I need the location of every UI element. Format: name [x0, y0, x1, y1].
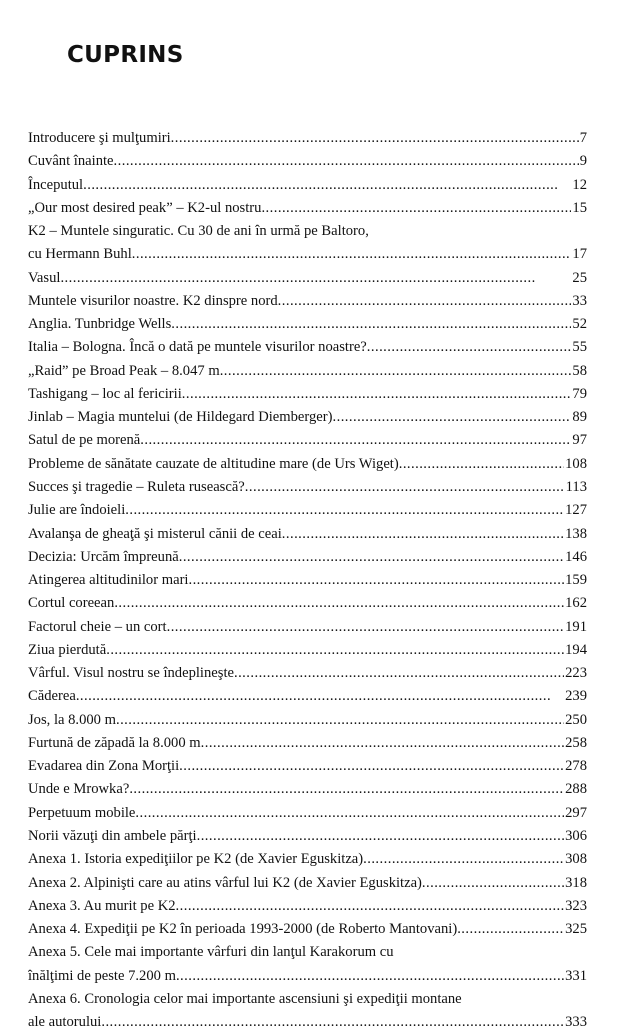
toc-page-number: 258: [565, 734, 587, 751]
toc-entry-title: Vasul: [28, 269, 61, 286]
toc-page-number: 9: [579, 153, 587, 170]
dot-leader: [135, 802, 564, 825]
toc-page-number: 138: [565, 525, 587, 542]
dot-leader: [101, 1011, 564, 1034]
dot-leader: [83, 174, 571, 197]
toc-entry-title: Avalanşa de gheaţă şi misterul cănii de ceai: [28, 525, 282, 542]
toc-entry: [28, 848, 587, 871]
dot-leader: [125, 499, 564, 522]
toc-entry: [28, 872, 587, 895]
toc-entry: [28, 174, 587, 197]
toc-entry: [28, 639, 587, 662]
toc-entry-title-line: Anexa 5. Cele mai importante vârfuri din lanţul Karakorum cu: [28, 944, 394, 961]
toc-page-number: 162: [565, 595, 587, 612]
dot-leader: [363, 848, 564, 871]
toc-entry: [28, 778, 587, 801]
toc-entry: [28, 197, 587, 220]
dot-leader: [245, 476, 565, 499]
dot-leader: [367, 336, 572, 359]
toc-entry-title: Căderea: [28, 688, 76, 705]
dot-leader: [457, 918, 564, 941]
toc-entry-title: Evadarea din Zona Morţii: [28, 758, 180, 775]
dot-leader: [140, 429, 571, 452]
toc-entry-title: Jinlab – Magia muntelui (de Hildegard Diemberger): [28, 409, 333, 426]
page-title: CUPRINS: [67, 42, 184, 68]
toc-entry-title: Julie are îndoieli: [28, 502, 126, 519]
toc-entry-title: Norii văzuţi din ambele părţi: [28, 827, 197, 844]
dot-leader: [76, 685, 564, 708]
toc-page-number: 308: [565, 851, 587, 868]
toc-entry-title: Vârful. Visul nostru se îndeplineşte: [28, 665, 234, 682]
toc-entry: [28, 546, 587, 569]
toc-page-number: 333: [565, 1014, 587, 1031]
toc-entry: [28, 732, 587, 755]
toc-entry: [28, 685, 587, 708]
toc-page-number: 194: [565, 641, 587, 658]
toc-page-number: 146: [565, 548, 587, 565]
toc-entry-title: Ziua pierdută: [28, 641, 107, 658]
toc-entry-title: Probleme de sănătate cauzate de altitudine mare (de Urs Wiget): [28, 455, 399, 472]
toc-entry: [28, 523, 587, 546]
toc-entry: [28, 918, 587, 941]
dot-leader: [171, 127, 579, 150]
toc-entry: [28, 476, 587, 499]
toc-entry: [28, 895, 587, 918]
table-of-contents: [28, 127, 587, 1034]
toc-entry-title: Satul de pe morenă: [28, 432, 141, 449]
toc-page-number: 79: [572, 385, 587, 402]
dot-leader: [182, 383, 572, 406]
toc-page-number: 239: [565, 688, 587, 705]
toc-entry: [28, 988, 587, 1034]
dot-leader: [197, 825, 565, 848]
toc-entry-title: Anexa 4. Expediţii pe K2 în perioada 1993-2000 (de Roberto Mantovani): [28, 921, 458, 938]
toc-entry-title: Anexa 1. Istoria expediţiilor pe K2 (de Xavier Eguskitza): [28, 851, 364, 868]
dot-leader: [129, 778, 564, 801]
toc-page-number: 113: [565, 478, 587, 495]
toc-entry-title: „Our most desired peak” – K2-ul nostru: [28, 199, 262, 216]
toc-entry: [28, 429, 587, 452]
toc-entry-title: Jos, la 8.000 m: [28, 711, 116, 728]
toc-entry: [28, 941, 587, 988]
dot-leader: [278, 290, 572, 313]
dot-leader: [132, 243, 572, 266]
dot-leader: [399, 453, 564, 476]
toc-entry-title: ale autorului: [28, 1014, 102, 1031]
toc-entry-title: Cortul coreean: [28, 595, 115, 612]
toc-page-number: 7: [579, 130, 587, 146]
toc-entry-title: Tashigang – loc al fericirii: [28, 385, 182, 402]
toc-page-number: 17: [572, 246, 587, 263]
toc-page-number: 12: [572, 176, 587, 193]
dot-leader: [176, 895, 565, 918]
dot-leader: [220, 360, 572, 383]
toc-entry-title-line: K2 – Muntele singuratic. Cu 30 de ani în urmă pe Baltoro,: [28, 223, 369, 240]
toc-page-number: 25: [572, 269, 587, 286]
toc-page-number: 55: [572, 339, 587, 356]
toc-entry: [28, 267, 587, 290]
toc-entry: [28, 150, 587, 173]
toc-entry-title: Factorul cheie – un cort: [28, 618, 167, 635]
toc-entry-title: Începutul: [28, 176, 84, 193]
toc-entry-title-line: Anexa 6. Cronologia celor mai importante ascensiuni şi expediţii montane: [28, 990, 462, 1007]
toc-page-number: 325: [565, 921, 587, 938]
toc-entry-title: Decizia: Urcăm împreună: [28, 548, 179, 565]
dot-leader: [261, 197, 571, 220]
toc-page-number: 278: [565, 758, 587, 775]
dot-leader: [333, 406, 572, 429]
toc-entry: [28, 383, 587, 406]
toc-page-number: 15: [572, 199, 587, 216]
toc-entry-title: Perpetuum mobile: [28, 804, 136, 821]
toc-page-number: 288: [565, 781, 587, 798]
toc-page-number: 58: [572, 362, 587, 379]
toc-entry-title: Unde e Mrowka?: [28, 781, 130, 798]
toc-entry: [28, 406, 587, 429]
dot-leader: [179, 546, 564, 569]
toc-page-number: 250: [565, 711, 587, 728]
dot-leader: [282, 523, 564, 546]
toc-entry: [28, 616, 587, 639]
toc-entry: [28, 220, 587, 267]
toc-entry-title: Muntele visurilor noastre. K2 dinspre nord: [28, 292, 278, 309]
toc-entry: [28, 592, 587, 615]
dot-leader: [114, 592, 564, 615]
toc-page-number: 159: [565, 572, 587, 589]
toc-entry: [28, 709, 587, 732]
toc-page-number: 318: [565, 874, 587, 891]
dot-leader: [114, 150, 579, 173]
toc-page-number: 323: [565, 897, 587, 914]
toc-entry: [28, 290, 587, 313]
dot-leader: [188, 569, 564, 592]
toc-page-number: 297: [565, 804, 587, 821]
toc-entry-title: Anexa 3. Au murit pe K2: [28, 897, 176, 914]
dot-leader: [234, 662, 564, 685]
toc-entry: [28, 499, 587, 522]
dot-leader: [176, 965, 564, 988]
toc-entry: [28, 802, 587, 825]
dot-leader: [106, 639, 564, 662]
toc-entry-title: Furtună de zăpadă la 8.000 m: [28, 734, 201, 751]
dot-leader: [116, 709, 564, 732]
dot-leader: [179, 755, 564, 778]
toc-entry: [28, 127, 587, 150]
toc-page-number: 331: [565, 967, 587, 984]
toc-page-number: 33: [572, 292, 587, 309]
toc-entry: [28, 569, 587, 592]
toc-entry-title: Atingerea altitudinilor mari: [28, 572, 189, 589]
dot-leader: [201, 732, 564, 755]
dot-leader: [167, 616, 565, 639]
dot-leader: [171, 313, 571, 336]
toc-page-number: 97: [572, 432, 587, 449]
toc-entry-title: Succes şi tragedie – Ruleta rusească?: [28, 478, 245, 495]
toc-page-number: 108: [565, 455, 587, 472]
toc-entry: [28, 313, 587, 336]
toc-page-number: 306: [565, 827, 587, 844]
toc-entry: [28, 453, 587, 476]
toc-entry-title: înălţimi de peste 7.200 m: [28, 967, 176, 984]
dot-leader: [60, 267, 571, 290]
toc-entry-title: Italia – Bologna. Încă o dată pe muntele visurilor noastre?: [28, 339, 367, 356]
toc-page-number: 127: [565, 502, 587, 519]
toc-page-number: 52: [572, 316, 587, 333]
toc-page-number: 223: [565, 665, 587, 682]
toc-entry-title: Introducere şi mulţumiri: [28, 130, 171, 146]
dot-leader: [422, 872, 564, 895]
toc-entry: [28, 755, 587, 778]
toc-entry-title: cu Hermann Buhl: [28, 246, 132, 263]
toc-entry: [28, 360, 587, 383]
toc-entry: [28, 825, 587, 848]
toc-entry-title: Anexa 2. Alpinişti care au atins vârful lui K2 (de Xavier Eguskitza): [28, 874, 422, 891]
toc-entry: [28, 662, 587, 685]
toc-entry-title: Cuvânt înainte: [28, 153, 114, 170]
toc-page-number: 89: [572, 409, 587, 426]
toc-entry: [28, 336, 587, 359]
toc-entry-title: „Raid” pe Broad Peak – 8.047 m: [28, 362, 220, 379]
toc-entry-title: Anglia. Tunbridge Wells: [28, 316, 172, 333]
toc-page-number: 191: [565, 618, 587, 635]
